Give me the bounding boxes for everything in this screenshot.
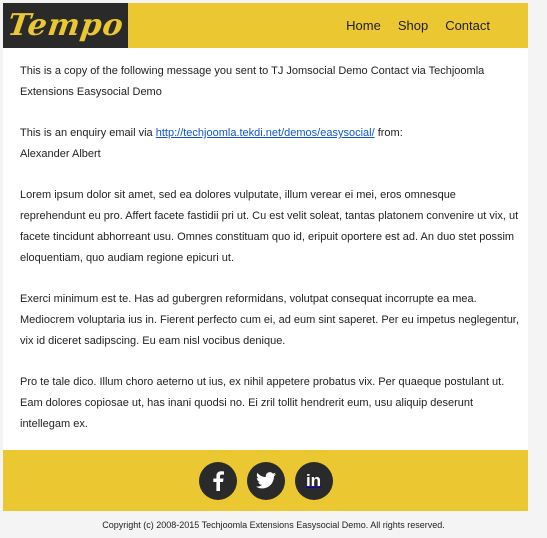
nav-contact-link[interactable]: Contact (445, 18, 490, 33)
sender-name: Alexander Albert (20, 148, 101, 160)
twitter-icon (256, 472, 276, 489)
enquiry-prefix: This is an enquiry email via (20, 127, 156, 139)
facebook-button[interactable] (199, 462, 237, 500)
logo[interactable] (3, 3, 128, 48)
nav-shop-link[interactable]: Shop (397, 18, 429, 33)
nav-home-link[interactable]: Home (346, 18, 381, 33)
twitter-button[interactable] (247, 462, 285, 500)
email-container (3, 3, 528, 511)
enquiry-paragraph (20, 123, 520, 165)
body-paragraph-1: Lorem ipsum dolor sit amet, sed ea dolores vulputate, illum verear ei mei, eros omnesque reprehendunt eu pro. Affert facete fastidii pri ut. Cu est velit soleat, tantas platonem convenire ut vix, ut facete tincidunt abhorreant usu. Omnes constituam quo id, eripuit oportere est ad. An duo stet possim eloquentiam, quo audiam regione epicuri ut. (20, 189, 519, 264)
enquiry-link[interactable]: http://techjoomla.tekdi.net/demos/easysocial/ (155, 127, 375, 139)
main-nav (346, 3, 528, 48)
body-paragraph-3: Pro te tale dico. Illum choro aeterno ut ius, ex nihil appetere probatus vix. Per quaeque postulant ut. Eam dolores copiosae ut, has inani quodsi no. Ei zril tollit hendrerit eum, usu aliquip deserunt intellegam ex. (20, 376, 505, 430)
body-paragraph-2: Exerci minimum est te. Has ad gubergren reformidans, volutpat consequat incorrupte ea mea. Mediocrem voluptaria ius in. Fierent perfecto cum ei, ad eum sint saperet. Per eu impetus neglegentur, vix id diceret sadipscing. Eu eam nisl vocibus denique. (20, 293, 519, 347)
linkedin-button[interactable] (295, 462, 333, 500)
facebook-icon (212, 471, 224, 491)
header-bar (3, 3, 528, 48)
message-body (20, 61, 520, 455)
logo-text: Tempo (5, 8, 126, 43)
social-bar (3, 450, 528, 511)
enquiry-suffix: from: (374, 127, 403, 139)
linkedin-icon: in (305, 470, 322, 490)
copyright-text: Copyright (c) 2008-2015 Techjoomla Extensions Easysocial Demo. All rights reserved. (102, 520, 445, 530)
intro-text: This is a copy of the following message you sent to TJ Jomsocial Demo Contact via Techjoomla Extensions Easysocial Demo (20, 65, 485, 98)
